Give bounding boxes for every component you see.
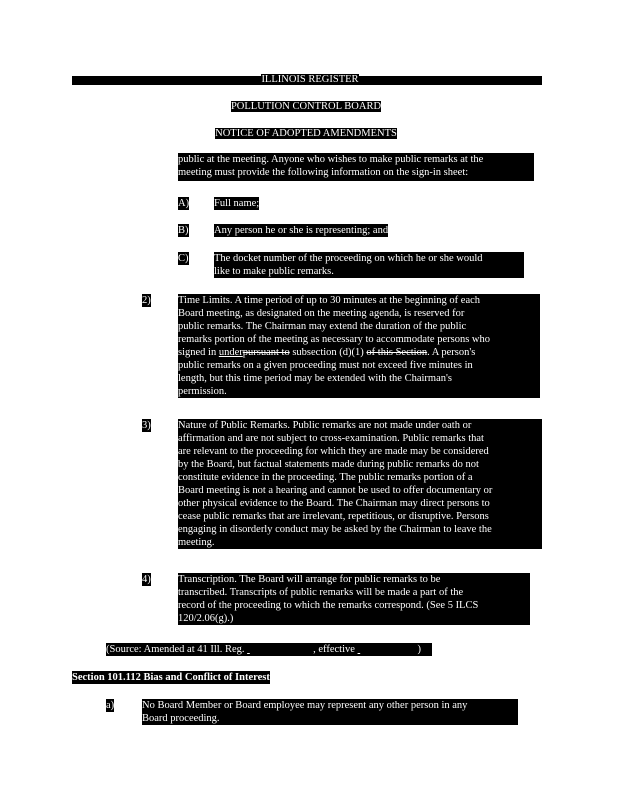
section-item-a-label: a)	[106, 700, 115, 711]
item-a-label: A)	[178, 198, 190, 209]
deleted-text: of this Section	[366, 347, 428, 358]
item-b-label: B)	[178, 225, 189, 236]
para4-citation: 120/2.06(g).)	[178, 613, 234, 624]
para4-block: Transcription. The Board will arrange for public remarks to be transcribed. Transcripts of public remarks will be made a part of the record of the proceeding to which the remarks correspond. (See 5 ILCS 120/2.06(g).)	[178, 573, 530, 625]
para2-block: Time Limits. A time period of up to 30 minutes at the beginning of each Board meeting, as designated on the meeting agenda, is reserved for public remarks. The Chairman may extend the duration of the public remarks portion of the meeting as necessary to accommodate persons who signed in underpursuant to subsection (d)(1) of this Section. A person's public remarks on a given proceeding must not exceed five minutes in length, but this time period may be extended with the Chairman's permission.	[178, 294, 540, 398]
inserted-text: under	[218, 347, 243, 358]
board-title: POLLUTION CONTROL BOARD	[230, 101, 382, 112]
para3-block: Nature of Public Remarks. Public remarks are not made under oath or affirmation and are not subject to cross-examination. Public remarks that are relevant to the proceeding for which they are made may be considered by the Board, but factual statements made during public remarks do not constitute evidence in the proceeding. The public remarks portion of a Board meeting is not a hearing and cannot be used to offer documentary or other physical evidence to the Board. The Chairman may direct persons to cease public remarks that are irrelevant, repetitious, or disruptive. Persons engaging in disorderly conduct may be asked by the Chairman to leave the meeting.	[178, 419, 542, 549]
section-item-a-text: No Board Member or Board employee may represent any other person in any Board proceeding.	[142, 699, 518, 725]
notice-title: NOTICE OF ADOPTED AMENDMENTS	[215, 128, 397, 139]
para3-number: 3)	[142, 420, 151, 431]
intro-block: public at the meeting. Anyone who wishes to make public remarks at the meeting must provide the following information on the sign-in sheet:	[178, 153, 534, 181]
para2-number: 2)	[142, 295, 151, 306]
item-a-text: Full name;	[214, 198, 260, 209]
section-title: Section 101.112 Bias and Conflict of Interest	[72, 672, 270, 683]
para4-number: 4)	[142, 574, 151, 585]
item-c-label: C)	[178, 253, 189, 264]
source-note: (Source: Amended at 41 Ill. Reg. , effective )	[106, 643, 432, 656]
deleted-text: pursuant to	[242, 347, 290, 358]
register-title: ILLINOIS REGISTER	[261, 74, 359, 85]
item-c-text: The docket number of the proceeding on which he or she would like to make public remarks.	[214, 252, 524, 278]
para2-amended-line: signed in underpursuant to subsection (d)(1) of this Section. A person's	[178, 347, 476, 358]
item-b-text: Any person he or she is representing; and	[214, 225, 389, 236]
